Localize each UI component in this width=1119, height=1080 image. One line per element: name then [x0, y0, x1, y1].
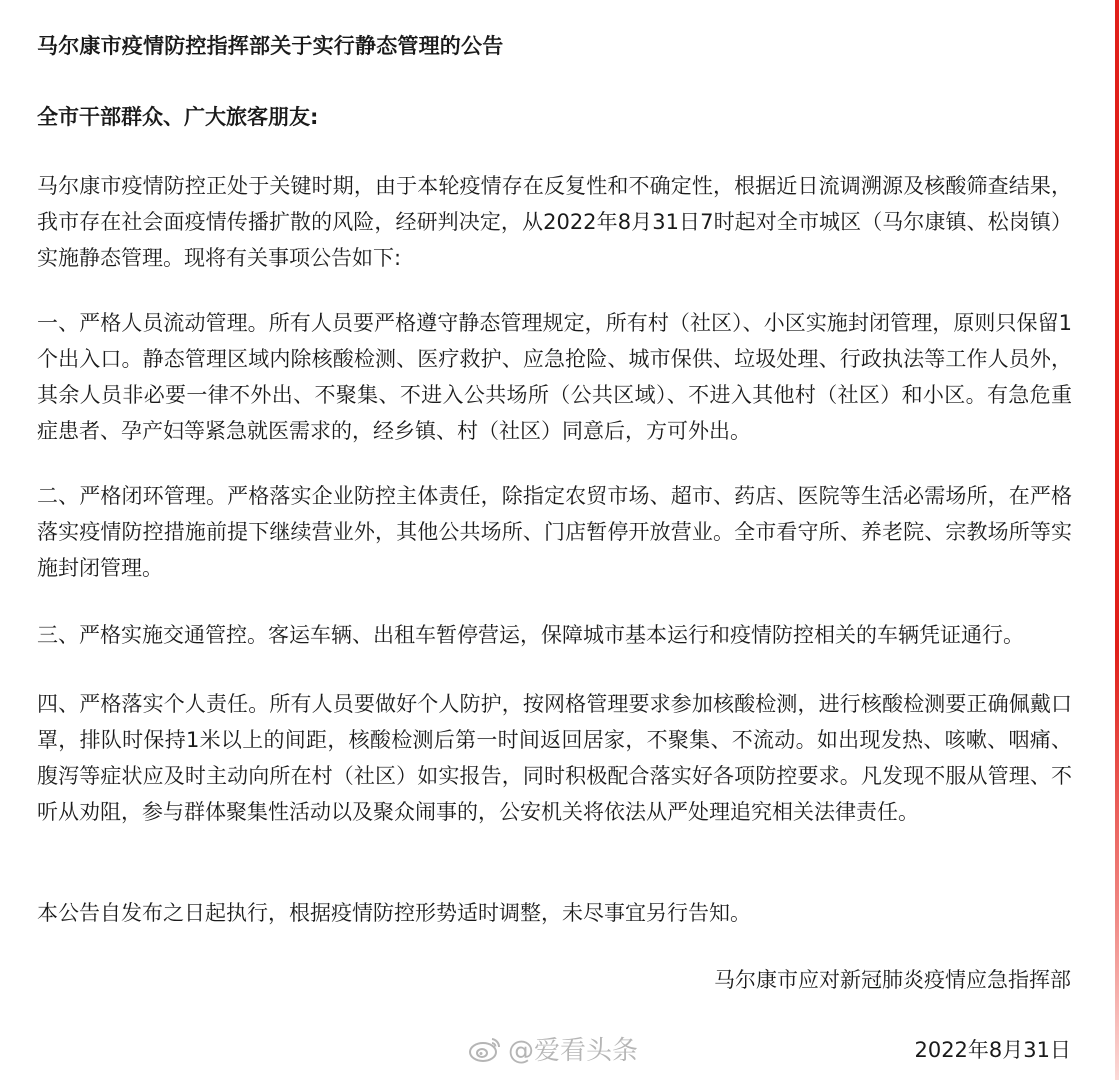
notice-title: 马尔康市疫情防控指挥部关于实行静态管理的公告 [37, 34, 504, 58]
paragraph-item-2: 二、严格闭环管理。严格落实企业防控主体责任，除指定农贸市场、超市、药店、医院等生活必需场所，在严格落实疫情防控措施前提下继续营业外，其他公共场所、门店暂停开放营业。全市看守所、养老院、宗教场所等实施封闭管理。 [37, 484, 1072, 580]
paragraph-item-1: 一、严格人员流动管理。所有人员要严格遵守静态管理规定，所有村（社区）、小区实施封闭管理，原则只保留1个出入口。静态管理区域内除核酸检测、医疗救护、应急抢险、城市保供、垃圾处理、行政执法等工作人员外，其余人员非必要一律不外出、不聚集、不进入公共场所（公共区域）、不进入其他村（社区）和小区。有急危重症患者、孕产妇等紧急就医需求的，经乡镇、村（社区）同意后，方可外出。 [37, 311, 1072, 443]
watermark-text: @爱看头条 [508, 1036, 639, 1066]
paragraph-item-3: 三、严格实施交通管控。客运车辆、出租车暂停营运，保障城市基本运行和疫情防控相关的车辆凭证通行。 [37, 623, 1024, 647]
paragraph-closing: 本公告自发布之日起执行，根据疫情防控形势适时调整，未尽事宜另行告知。 [37, 901, 751, 925]
signature: 马尔康市应对新冠肺炎疫情应急指挥部 [714, 968, 1071, 992]
greeting: 全市干部群众、广大旅客朋友: [37, 105, 319, 129]
watermark [468, 1030, 638, 1067]
paragraph-item-4: 四、严格落实个人责任。所有人员要做好个人防护，按网格管理要求参加核酸检测，进行核酸检测要正确佩戴口罩，排队时保持1米以上的间距，核酸检测后第一时间返回居家，不聚集、不流动。如出现发热、咳嗽、咽痛、腹泻等症状应及时主动向所在村（社区）如实报告，同时积极配合落实好各项防控要求。凡发现不服从管理、不听从劝阻，参与群体聚集性活动以及聚众闹事的，公安机关将依法从严处理追究相关法律责任。 [37, 692, 1072, 824]
paragraph-intro: 马尔康市疫情防控正处于关键时期，由于本轮疫情存在反复性和不确定性，根据近日流调溯源及核酸筛查结果，我市存在社会面疫情传播扩散的风险，经研判决定，从2022年8月31日7时起对全市城区（马尔康镇、松岗镇）实施静态管理。现将有关事项公告如下: [37, 174, 1072, 270]
date: 2022年8月31日 [914, 1038, 1071, 1062]
weibo-icon [468, 1035, 502, 1063]
red-edge-border [1115, 0, 1119, 1080]
